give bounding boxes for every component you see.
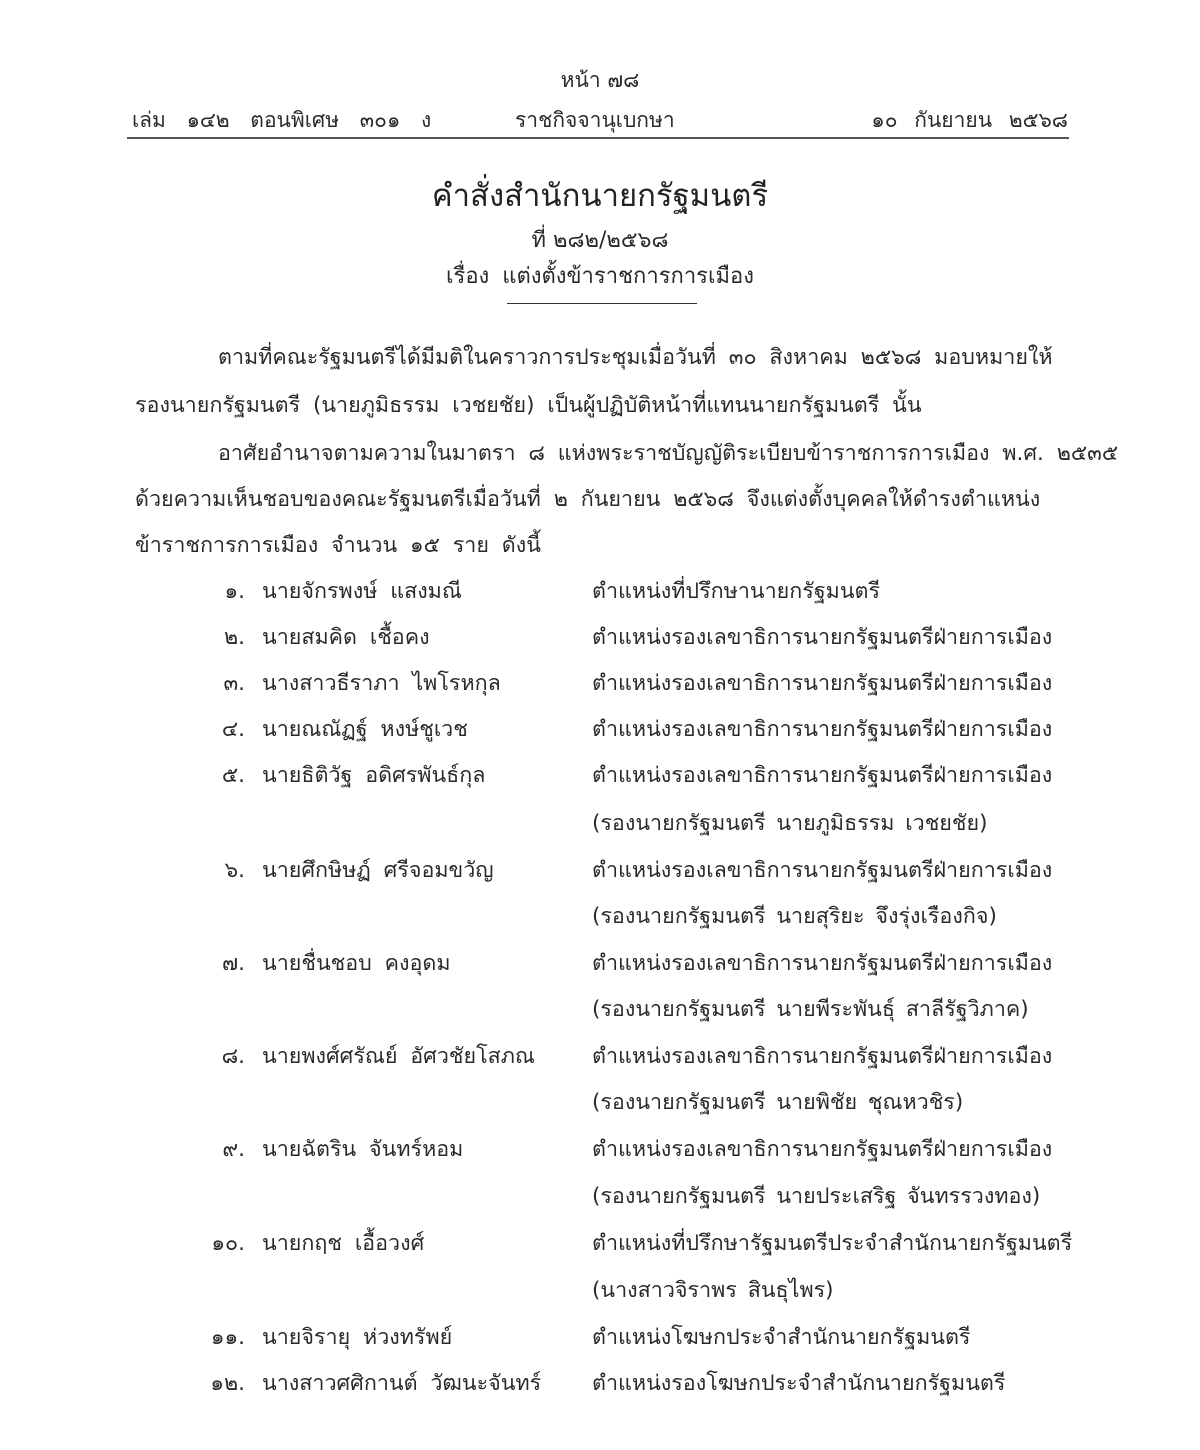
- appointee-position: ตำแหน่งรองเลขาธิการนายกรัฐมนตรีฝ่ายการเมือง: [592, 717, 1053, 742]
- appointee-position: ตำแหน่งรองเลขาธิการนายกรัฐมนตรีฝ่ายการเมือง: [592, 858, 1053, 883]
- appointee-note: (รองนายกรัฐมนตรี นายพิชัย ชุณหวชิร): [592, 1090, 964, 1115]
- gazette-volume: เล่ม ๑๔๒ ตอนพิเศษ ๓๐๑ ง: [132, 108, 432, 132]
- paragraph-2-line-1: อาศัยอำนาจตามความในมาตรา ๘ แห่งพระราชบัญญัติระเบียบข้าราชการการเมือง พ.ศ. ๒๕๓๕: [218, 441, 1119, 466]
- appointee-position: ตำแหน่งโฆษกประจำสำนักนายกรัฐมนตรี: [592, 1325, 971, 1350]
- appointee-name: นายฉัตริน จันทร์หอม: [262, 1137, 464, 1162]
- appointee-position: ตำแหน่งรองเลขาธิการนายกรัฐมนตรีฝ่ายการเมือง: [592, 951, 1053, 976]
- gazette-name: ราชกิจจานุเบกษา: [515, 108, 675, 132]
- paragraph-1-line-1: ตามที่คณะรัฐมนตรีได้มีมติในคราวการประชุมเมื่อวันที่ ๓๐ สิงหาคม ๒๕๖๘ มอบหมายให้: [218, 345, 1053, 370]
- paragraph-1-line-2: รองนายกรัฐมนตรี (นายภูมิธรรม เวชยชัย) เป็นผู้ปฏิบัติหน้าที่แทนนายกรัฐมนตรี นั้น: [135, 393, 922, 418]
- appointee-note: (รองนายกรัฐมนตรี นายสุริยะ จึงรุ่งเรืองกิจ): [592, 904, 997, 929]
- item-number: ๔.: [221, 717, 245, 742]
- page-number: หน้า ๗๘: [560, 68, 640, 92]
- item-number: ๑๑.: [210, 1325, 245, 1350]
- item-number: ๙.: [222, 1137, 245, 1162]
- appointee-note: (รองนายกรัฐมนตรี นายภูมิธรรม เวชยชัย): [592, 811, 988, 836]
- appointee-name: นายกฤช เอื้อวงศ์: [262, 1231, 425, 1256]
- title-divider: [507, 303, 697, 304]
- appointee-name: นายธิติวัฐ อดิศรพันธ์กุล: [262, 763, 486, 788]
- item-number: ๕.: [221, 763, 245, 788]
- appointee-position: ตำแหน่งรองเลขาธิการนายกรัฐมนตรีฝ่ายการเมือง: [592, 763, 1053, 788]
- appointee-position: ตำแหน่งรองเลขาธิการนายกรัฐมนตรีฝ่ายการเมือง: [592, 1137, 1053, 1162]
- appointee-name: นายณณัฏฐ์ หงษ์ชูเวช: [262, 717, 468, 742]
- appointee-position: ตำแหน่งรองเลขาธิการนายกรัฐมนตรีฝ่ายการเมือง: [592, 671, 1053, 696]
- document-title: คำสั่งสำนักนายกรัฐมนตรี: [431, 178, 769, 214]
- item-number: ๖.: [224, 858, 245, 883]
- item-number: ๑.: [224, 579, 245, 604]
- appointee-name: นางสาวศศิกานต์ วัฒนะจันทร์: [262, 1371, 542, 1396]
- item-number: ๘.: [221, 1044, 245, 1069]
- appointee-name: นายจิรายุ ห่วงทรัพย์: [262, 1325, 453, 1350]
- paragraph-2-line-3: ข้าราชการการเมือง จำนวน ๑๕ ราย ดังนี้: [135, 533, 541, 558]
- appointee-name: นายชื่นชอบ คงอุดม: [262, 951, 451, 976]
- header-divider: [127, 137, 1069, 139]
- paragraph-2-line-2: ด้วยความเห็นชอบของคณะรัฐมนตรีเมื่อวันที่ ๒ กันยายน ๒๕๖๘ จึงแต่งตั้งบุคคลให้ดำรงตำแหน่ง: [135, 487, 1041, 512]
- gazette-date: ๑๐ กันยายน ๒๕๖๘: [871, 108, 1068, 132]
- appointee-position: ตำแหน่งที่ปรึกษารัฐมนตรีประจำสำนักนายกรัฐมนตรี: [592, 1231, 1073, 1256]
- item-number: ๑๒.: [210, 1371, 245, 1396]
- appointee-position: ตำแหน่งที่ปรึกษานายกรัฐมนตรี: [592, 579, 881, 604]
- appointee-name: นายจักรพงษ์ แสงมณี: [262, 579, 462, 604]
- appointee-name: นายศึกษิษฏ์ ศรีจอมขวัญ: [262, 858, 494, 883]
- appointee-name: นายพงศ์ศรัณย์ อัศวชัยโสภณ: [262, 1044, 535, 1069]
- item-number: ๑๐.: [211, 1231, 245, 1256]
- appointee-position: ตำแหน่งรองโฆษกประจำสำนักนายกรัฐมนตรี: [592, 1371, 1006, 1396]
- appointee-note: (รองนายกรัฐมนตรี นายพีระพันธุ์ สาลีรัฐวิภาค): [592, 997, 1029, 1022]
- order-number: ที่ ๒๘๒/๒๕๖๘: [531, 228, 669, 253]
- appointee-note: (รองนายกรัฐมนตรี นายประเสริฐ จันทรรวงทอง): [592, 1184, 1041, 1209]
- document-subject: เรื่อง แต่งตั้งข้าราชการการเมือง: [446, 264, 754, 289]
- appointee-name: นายสมคิด เชื้อคง: [262, 625, 430, 650]
- item-number: ๗.: [221, 951, 245, 976]
- item-number: ๓.: [223, 671, 245, 696]
- appointee-name: นางสาวธีราภา ไพโรหกุล: [262, 671, 501, 696]
- appointee-position: ตำแหน่งรองเลขาธิการนายกรัฐมนตรีฝ่ายการเมือง: [592, 625, 1053, 650]
- appointee-note: (นางสาวจิราพร สินธุไพร): [592, 1278, 834, 1303]
- item-number: ๒.: [223, 625, 245, 650]
- appointee-position: ตำแหน่งรองเลขาธิการนายกรัฐมนตรีฝ่ายการเมือง: [592, 1044, 1053, 1069]
